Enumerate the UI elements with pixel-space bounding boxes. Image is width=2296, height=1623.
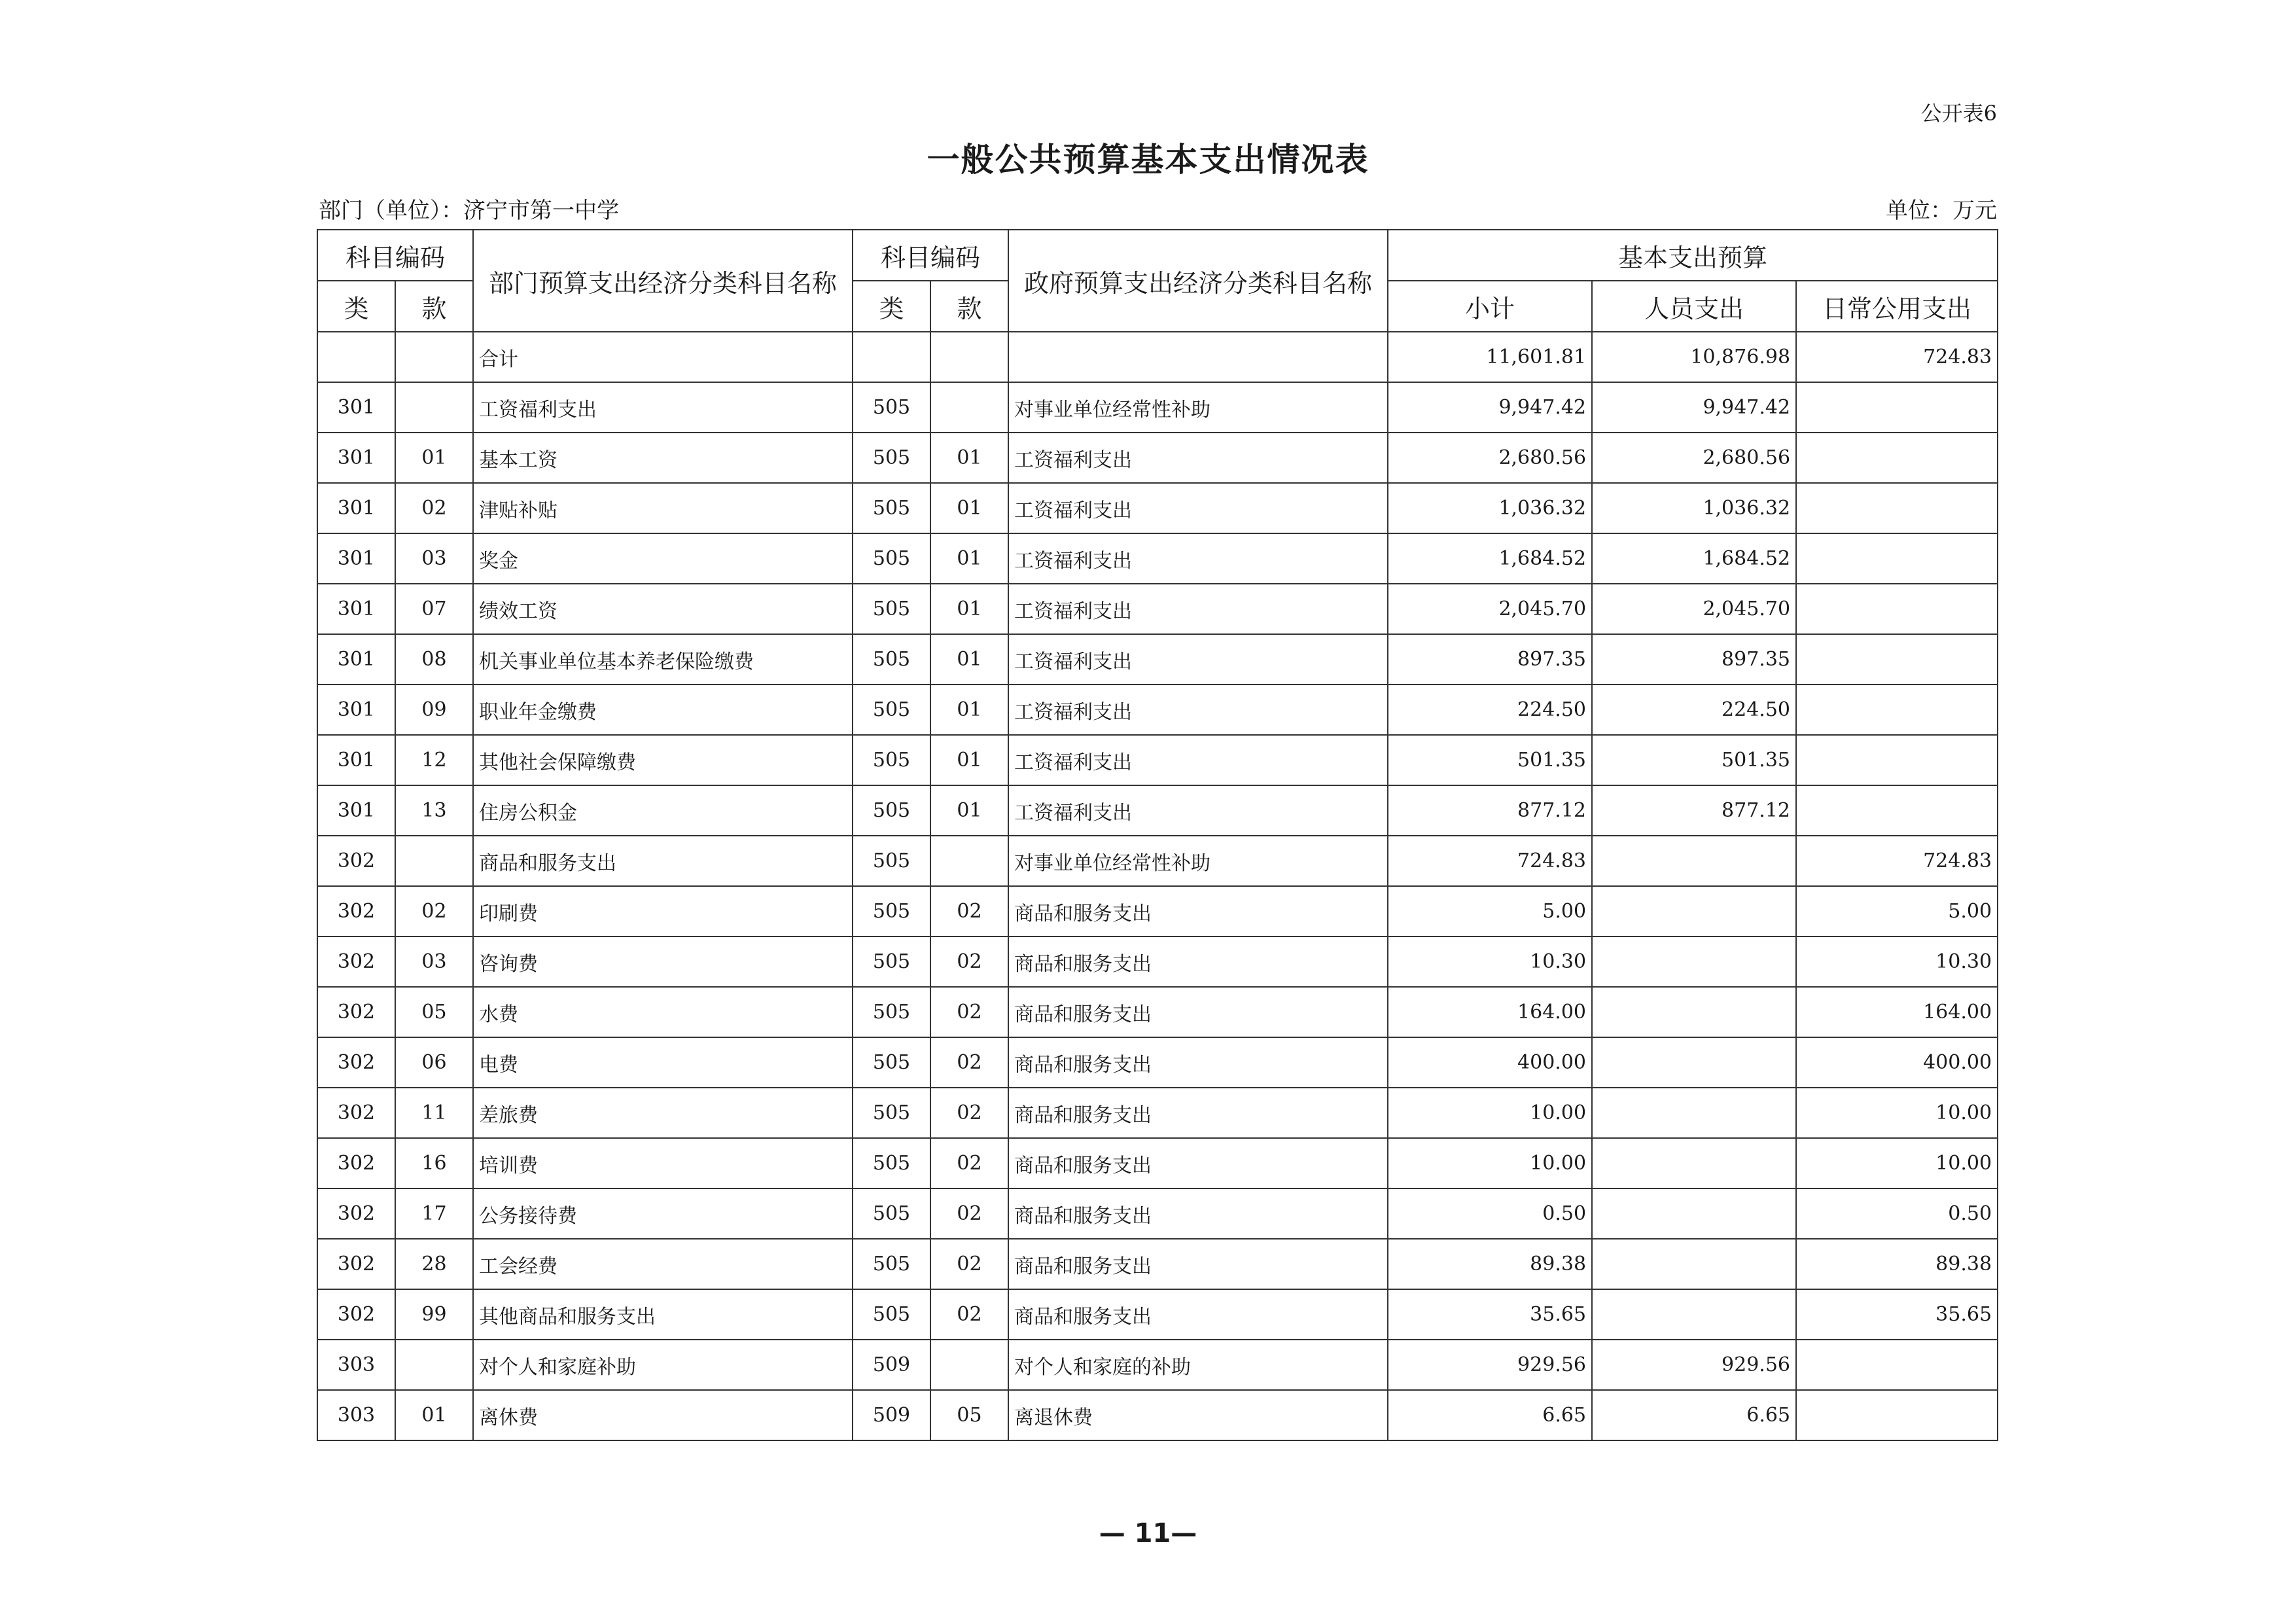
cell-subtotal: 897.35: [1388, 634, 1592, 685]
cell-gov-lei: 505: [853, 785, 930, 836]
cell-dept-name: 电费: [473, 1037, 853, 1088]
cell-kuan: [395, 836, 473, 886]
cell-subtotal: 2,045.70: [1388, 584, 1592, 634]
table-row: [317, 1390, 1998, 1440]
cell-public: 400.00: [1796, 1037, 1998, 1088]
table-row: [317, 836, 1998, 886]
cell-public: [1796, 685, 1998, 735]
cell-public: [1796, 533, 1998, 584]
cell-gov-kuan: 01: [930, 685, 1008, 735]
cell-kuan: 17: [395, 1188, 473, 1239]
cell-lei: 302: [317, 1289, 395, 1340]
cell-personnel: 2,680.56: [1592, 433, 1796, 483]
cell-dept-name: 职业年金缴费: [473, 685, 853, 735]
cell-lei: 302: [317, 1138, 395, 1188]
cell-subtotal: 877.12: [1388, 785, 1592, 836]
table-row: [317, 533, 1998, 584]
cell-dept-name: 商品和服务支出: [473, 836, 853, 886]
cell-dept-name: 绩效工资: [473, 584, 853, 634]
table-row: [317, 1340, 1998, 1390]
unit-label: 单位：万元: [1886, 198, 1997, 224]
table-row: [317, 987, 1998, 1037]
cell-personnel: [1592, 886, 1796, 936]
cell-subtotal: 11,601.81: [1388, 332, 1592, 382]
cell-gov-kuan: 01: [930, 584, 1008, 634]
cell-lei: 302: [317, 1188, 395, 1239]
table-row: [317, 1188, 1998, 1239]
cell-kuan: 08: [395, 634, 473, 685]
cell-gov-lei: 505: [853, 987, 930, 1037]
header-personnel: 人员支出: [1592, 281, 1796, 332]
cell-kuan: 01: [395, 1390, 473, 1440]
cell-gov-kuan: 02: [930, 1037, 1008, 1088]
cell-gov-lei: 505: [853, 1088, 930, 1138]
table-body: [317, 332, 1998, 1440]
cell-public: 89.38: [1796, 1239, 1998, 1289]
cell-gov-lei: 505: [853, 1188, 930, 1239]
cell-gov-lei: 505: [853, 685, 930, 735]
cell-dept-name: 住房公积金: [473, 785, 853, 836]
cell-kuan: 28: [395, 1239, 473, 1289]
cell-kuan: 13: [395, 785, 473, 836]
cell-kuan: 03: [395, 936, 473, 987]
cell-personnel: [1592, 987, 1796, 1037]
cell-dept-name: 工会经费: [473, 1239, 853, 1289]
cell-lei: 303: [317, 1390, 395, 1440]
cell-lei: 302: [317, 1239, 395, 1289]
cell-gov-name: 商品和服务支出: [1008, 1088, 1388, 1138]
cell-kuan: 16: [395, 1138, 473, 1188]
cell-gov-kuan: 02: [930, 1138, 1008, 1188]
cell-lei: 302: [317, 1037, 395, 1088]
cell-lei: 303: [317, 1340, 395, 1390]
table-row: [317, 936, 1998, 987]
cell-lei: 302: [317, 886, 395, 936]
table-row: [317, 1037, 1998, 1088]
cell-kuan: 02: [395, 483, 473, 533]
cell-kuan: 99: [395, 1289, 473, 1340]
header-subtotal: 小计: [1388, 281, 1592, 332]
cell-personnel: [1592, 1289, 1796, 1340]
cell-kuan: 07: [395, 584, 473, 634]
cell-gov-kuan: 02: [930, 886, 1008, 936]
cell-gov-kuan: 01: [930, 483, 1008, 533]
cell-gov-name: 商品和服务支出: [1008, 1138, 1388, 1188]
cell-lei: 301: [317, 483, 395, 533]
cell-gov-name: 工资福利支出: [1008, 533, 1388, 584]
header-dept-name: 部门预算支出经济分类科目名称: [473, 230, 853, 332]
cell-gov-name: 工资福利支出: [1008, 584, 1388, 634]
department-label: 部门（单位）：济宁市第一中学: [319, 198, 619, 224]
cell-gov-name: 工资福利支出: [1008, 433, 1388, 483]
cell-kuan: [395, 1340, 473, 1390]
cell-public: [1796, 735, 1998, 785]
cell-subtotal: 501.35: [1388, 735, 1592, 785]
cell-gov-name: 商品和服务支出: [1008, 987, 1388, 1037]
table-row: [317, 1239, 1998, 1289]
cell-subtotal: 164.00: [1388, 987, 1592, 1037]
cell-personnel: 224.50: [1592, 685, 1796, 735]
cell-gov-kuan: 01: [930, 785, 1008, 836]
page-title: 一般公共预算基本支出情况表: [927, 141, 1369, 179]
cell-dept-name: 合计: [473, 332, 853, 382]
cell-lei: 302: [317, 936, 395, 987]
cell-kuan: [395, 332, 473, 382]
cell-public: 5.00: [1796, 886, 1998, 936]
cell-gov-lei: 505: [853, 483, 930, 533]
cell-public: [1796, 483, 1998, 533]
cell-public: 10.30: [1796, 936, 1998, 987]
cell-dept-name: 工资福利支出: [473, 382, 853, 433]
cell-gov-lei: [853, 332, 930, 382]
cell-kuan: 11: [395, 1088, 473, 1138]
page-number: — 11—: [1099, 1518, 1197, 1548]
cell-gov-lei: 505: [853, 1289, 930, 1340]
cell-gov-name: 对事业单位经常性补助: [1008, 836, 1388, 886]
table-row: [317, 1088, 1998, 1138]
cell-gov-lei: 505: [853, 1037, 930, 1088]
cell-personnel: [1592, 1239, 1796, 1289]
cell-gov-lei: 505: [853, 735, 930, 785]
cell-personnel: 2,045.70: [1592, 584, 1796, 634]
cell-gov-kuan: 02: [930, 1239, 1008, 1289]
cell-public: 0.50: [1796, 1188, 1998, 1239]
header-basic-budget: 基本支出预算: [1388, 230, 1998, 281]
cell-subtotal: 724.83: [1388, 836, 1592, 886]
page-tag: 公开表6: [1920, 101, 1997, 126]
cell-dept-name: 其他社会保障缴费: [473, 735, 853, 785]
cell-personnel: 929.56: [1592, 1340, 1796, 1390]
table-row: [317, 785, 1998, 836]
cell-public: 10.00: [1796, 1138, 1998, 1188]
cell-public: 10.00: [1796, 1088, 1998, 1138]
table-row: [317, 685, 1998, 735]
table-row: [317, 382, 1998, 433]
cell-subtotal: 10.00: [1388, 1138, 1592, 1188]
cell-gov-kuan: 01: [930, 735, 1008, 785]
cell-gov-name: 商品和服务支出: [1008, 1037, 1388, 1088]
cell-public: [1796, 382, 1998, 433]
cell-dept-name: 基本工资: [473, 433, 853, 483]
cell-public: 164.00: [1796, 987, 1998, 1037]
cell-public: [1796, 785, 1998, 836]
cell-gov-name: 工资福利支出: [1008, 634, 1388, 685]
cell-gov-name: 商品和服务支出: [1008, 1289, 1388, 1340]
table-row: [317, 433, 1998, 483]
cell-lei: 301: [317, 433, 395, 483]
cell-lei: 301: [317, 533, 395, 584]
cell-lei: 301: [317, 735, 395, 785]
cell-personnel: 1,684.52: [1592, 533, 1796, 584]
cell-public: [1796, 584, 1998, 634]
cell-subtotal: 6.65: [1388, 1390, 1592, 1440]
cell-gov-kuan: [930, 382, 1008, 433]
cell-subtotal: 89.38: [1388, 1239, 1592, 1289]
table-row: [317, 1289, 1998, 1340]
cell-public: [1796, 433, 1998, 483]
cell-personnel: [1592, 1138, 1796, 1188]
cell-gov-kuan: 02: [930, 936, 1008, 987]
cell-personnel: [1592, 1037, 1796, 1088]
header-gov-lei: 类: [853, 281, 930, 332]
cell-gov-name: 商品和服务支出: [1008, 1239, 1388, 1289]
header-public: 日常公用支出: [1796, 281, 1998, 332]
header-gov-kuan: 款: [930, 281, 1008, 332]
cell-public: [1796, 634, 1998, 685]
cell-lei: 301: [317, 685, 395, 735]
cell-dept-name: 津贴补贴: [473, 483, 853, 533]
cell-lei: 302: [317, 1088, 395, 1138]
cell-kuan: 03: [395, 533, 473, 584]
table-row: [317, 735, 1998, 785]
cell-gov-name: 工资福利支出: [1008, 483, 1388, 533]
table-row: [317, 483, 1998, 533]
cell-kuan: [395, 382, 473, 433]
cell-gov-lei: 509: [853, 1390, 930, 1440]
cell-gov-kuan: 02: [930, 1289, 1008, 1340]
cell-lei: 301: [317, 785, 395, 836]
cell-subtotal: 2,680.56: [1388, 433, 1592, 483]
cell-dept-name: 差旅费: [473, 1088, 853, 1138]
cell-personnel: [1592, 1088, 1796, 1138]
cell-subtotal: 929.56: [1388, 1340, 1592, 1390]
cell-gov-lei: 505: [853, 533, 930, 584]
cell-gov-kuan: 01: [930, 634, 1008, 685]
cell-dept-name: 机关事业单位基本养老保险缴费: [473, 634, 853, 685]
cell-personnel: 9,947.42: [1592, 382, 1796, 433]
cell-subtotal: 1,036.32: [1388, 483, 1592, 533]
cell-gov-lei: 505: [853, 382, 930, 433]
cell-dept-name: 对个人和家庭补助: [473, 1340, 853, 1390]
cell-gov-kuan: 02: [930, 987, 1008, 1037]
cell-subtotal: 400.00: [1388, 1037, 1592, 1088]
cell-dept-name: 水费: [473, 987, 853, 1037]
cell-gov-lei: 509: [853, 1340, 930, 1390]
cell-kuan: 01: [395, 433, 473, 483]
cell-gov-lei: 505: [853, 936, 930, 987]
cell-gov-lei: 505: [853, 433, 930, 483]
cell-gov-kuan: [930, 1340, 1008, 1390]
cell-gov-name: 工资福利支出: [1008, 735, 1388, 785]
cell-gov-kuan: 02: [930, 1088, 1008, 1138]
cell-gov-kuan: 05: [930, 1390, 1008, 1440]
cell-gov-kuan: 01: [930, 533, 1008, 584]
cell-personnel: 6.65: [1592, 1390, 1796, 1440]
cell-gov-lei: 505: [853, 1138, 930, 1188]
cell-gov-name: 商品和服务支出: [1008, 1188, 1388, 1239]
cell-dept-name: 公务接待费: [473, 1188, 853, 1239]
cell-gov-kuan: 01: [930, 433, 1008, 483]
table-row: [317, 634, 1998, 685]
cell-public: [1796, 1340, 1998, 1390]
table-row: [317, 886, 1998, 936]
cell-gov-lei: 505: [853, 634, 930, 685]
cell-kuan: 05: [395, 987, 473, 1037]
cell-lei: 301: [317, 382, 395, 433]
cell-lei: 301: [317, 634, 395, 685]
cell-gov-lei: 505: [853, 886, 930, 936]
cell-lei: 302: [317, 836, 395, 886]
cell-gov-kuan: [930, 836, 1008, 886]
cell-gov-lei: 505: [853, 584, 930, 634]
budget-table: [317, 229, 1998, 1441]
cell-gov-kuan: [930, 332, 1008, 382]
cell-public: [1796, 1390, 1998, 1440]
cell-gov-name: [1008, 332, 1388, 382]
cell-public: 724.83: [1796, 836, 1998, 886]
cell-kuan: 02: [395, 886, 473, 936]
cell-gov-name: 工资福利支出: [1008, 785, 1388, 836]
cell-subtotal: 1,684.52: [1388, 533, 1592, 584]
cell-subtotal: 9,947.42: [1388, 382, 1592, 433]
cell-kuan: 06: [395, 1037, 473, 1088]
cell-subtotal: 5.00: [1388, 886, 1592, 936]
table-row: [317, 584, 1998, 634]
cell-personnel: 1,036.32: [1592, 483, 1796, 533]
cell-gov-name: 商品和服务支出: [1008, 936, 1388, 987]
cell-personnel: [1592, 836, 1796, 886]
cell-lei: 301: [317, 584, 395, 634]
cell-personnel: [1592, 1188, 1796, 1239]
cell-dept-name: 离休费: [473, 1390, 853, 1440]
cell-dept-name: 奖金: [473, 533, 853, 584]
cell-gov-name: 对事业单位经常性补助: [1008, 382, 1388, 433]
cell-dept-name: 培训费: [473, 1138, 853, 1188]
cell-subtotal: 10.30: [1388, 936, 1592, 987]
table-row: [317, 332, 1998, 382]
cell-gov-name: 离退休费: [1008, 1390, 1388, 1440]
cell-personnel: 897.35: [1592, 634, 1796, 685]
header-gov-code: 科目编码: [853, 230, 1008, 281]
cell-dept-name: 咨询费: [473, 936, 853, 987]
cell-kuan: 09: [395, 685, 473, 735]
cell-dept-name: 印刷费: [473, 886, 853, 936]
cell-personnel: [1592, 936, 1796, 987]
cell-lei: [317, 332, 395, 382]
table-row: [317, 1138, 1998, 1188]
header-gov-name: 政府预算支出经济分类科目名称: [1008, 230, 1388, 332]
cell-lei: 302: [317, 987, 395, 1037]
cell-gov-name: 对个人和家庭的补助: [1008, 1340, 1388, 1390]
header-lei: 类: [317, 281, 395, 332]
cell-personnel: 877.12: [1592, 785, 1796, 836]
header-kuan: 款: [395, 281, 473, 332]
cell-personnel: 10,876.98: [1592, 332, 1796, 382]
cell-subtotal: 224.50: [1388, 685, 1592, 735]
cell-public: 35.65: [1796, 1289, 1998, 1340]
cell-gov-lei: 505: [853, 836, 930, 886]
cell-subtotal: 35.65: [1388, 1289, 1592, 1340]
cell-gov-name: 商品和服务支出: [1008, 886, 1388, 936]
cell-gov-name: 工资福利支出: [1008, 685, 1388, 735]
cell-gov-kuan: 02: [930, 1188, 1008, 1239]
cell-gov-lei: 505: [853, 1239, 930, 1289]
cell-subtotal: 10.00: [1388, 1088, 1592, 1138]
cell-dept-name: 其他商品和服务支出: [473, 1289, 853, 1340]
cell-public: 724.83: [1796, 332, 1998, 382]
header-dept-code: 科目编码: [317, 230, 473, 281]
cell-personnel: 501.35: [1592, 735, 1796, 785]
cell-subtotal: 0.50: [1388, 1188, 1592, 1239]
cell-kuan: 12: [395, 735, 473, 785]
